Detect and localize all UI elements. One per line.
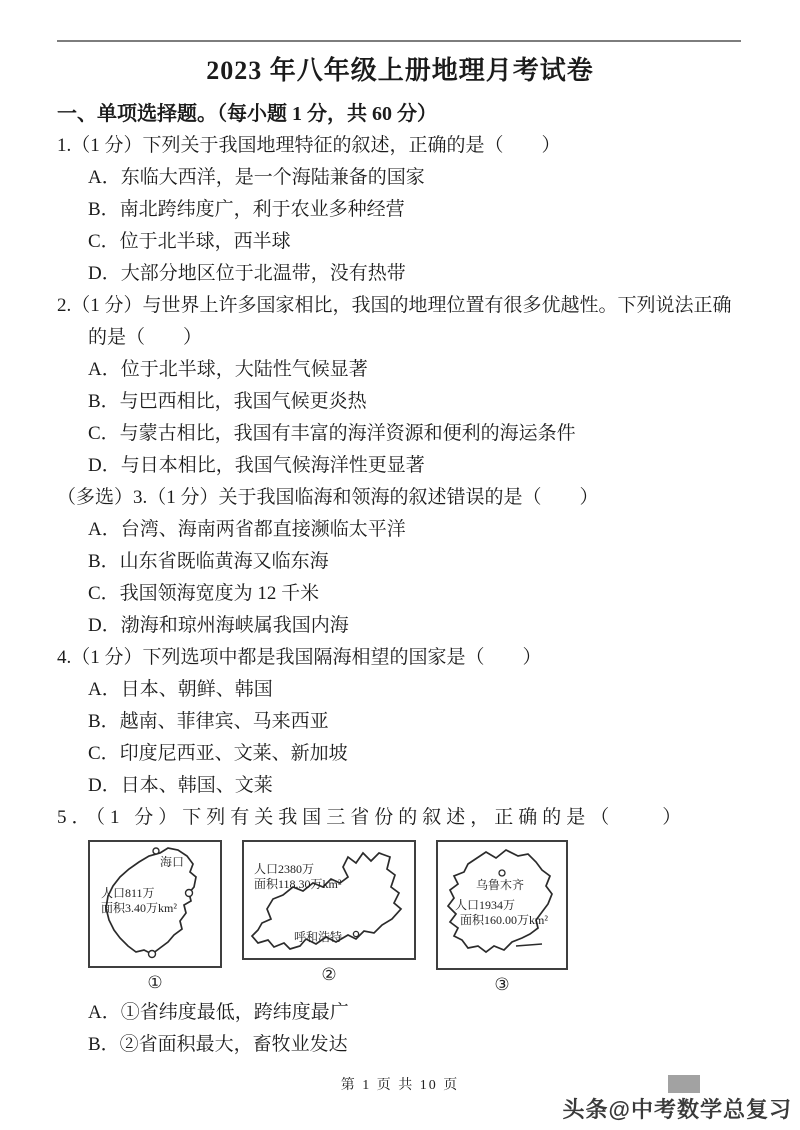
question-2-option-d: D．与日本相比，我国气候海洋性更显著 <box>88 455 425 476</box>
question-4-option-b: B．越南、菲律宾、马来西亚 <box>88 711 329 732</box>
question-3-option-c: C．我国领海宽度为 12 千米 <box>88 583 320 604</box>
city-label: 海口 <box>160 855 185 869</box>
map-caption-1: ① <box>147 973 163 992</box>
page-footer: 第 1 页 共 10 页 <box>340 1078 460 1093</box>
question-2-option-b: B．与巴西相比，我国气候更炎热 <box>88 391 367 412</box>
question-1-stem: 1.（1 分）下列关于我国地理特征的叙述，正确的是（ ） <box>57 135 561 156</box>
hainan-map <box>88 840 222 968</box>
city-dot-icon <box>353 931 358 936</box>
question-3-stem: （多选）3.（1 分）关于我国临海和领海的叙述错误的是（ ） <box>57 487 599 508</box>
xinjiang-map <box>436 840 568 970</box>
population-label: 人口811万 <box>101 886 155 900</box>
question-3-option-a: A．台湾、海南两省都直接濒临太平洋 <box>88 519 406 540</box>
question-3-option-b: B．山东省既临黄海又临东海 <box>88 551 329 572</box>
question-5 <box>57 802 743 1061</box>
city-label: 乌鲁木齐 <box>476 878 525 892</box>
province-stats <box>254 862 342 892</box>
map-figure-2 <box>242 840 416 985</box>
map-caption-3: ③ <box>494 975 510 994</box>
question-3 <box>57 482 743 642</box>
province-stats <box>101 886 177 916</box>
question-2 <box>57 290 743 482</box>
province-maps <box>88 840 743 995</box>
top-divider <box>57 40 741 42</box>
province-stats <box>455 898 548 928</box>
city-dot-icon <box>499 870 505 876</box>
question-5-option-b: B．②省面积最大，畜牧业发达 <box>88 1034 348 1055</box>
page-title: 2023 年八年级上册地理月考试卷 <box>206 56 594 85</box>
watermark-box <box>668 1075 700 1093</box>
city-dot-icon <box>153 848 159 854</box>
question-1-option-b: B．南北跨纬度广，利于农业多种经营 <box>88 199 405 220</box>
map-caption-2: ② <box>321 965 337 984</box>
area-label: 面积118.30万km² <box>254 877 342 891</box>
city-label: 呼和浩特 <box>294 930 343 944</box>
question-5-option-a: A．①省纬度最低，跨纬度最广 <box>88 1002 349 1023</box>
question-4 <box>57 642 743 802</box>
exam-page <box>57 48 743 1061</box>
question-4-option-c: C．印度尼西亚、文莱、新加坡 <box>88 743 348 764</box>
population-label: 人口2380万 <box>254 862 315 876</box>
area-label: 面积3.40万km² <box>101 901 177 915</box>
watermark: 头条@中考数学总复习 <box>562 1097 792 1122</box>
area-label: 面积160.00万km² <box>460 913 548 927</box>
neimenggu-map <box>242 840 416 960</box>
city-dot-icon <box>186 890 193 897</box>
question-2-option-c: C．与蒙古相比，我国有丰富的海洋资源和便利的海运条件 <box>88 423 576 444</box>
question-1-option-c: C．位于北半球，西半球 <box>88 231 291 252</box>
map-figure-1 <box>88 840 222 993</box>
question-3-option-d: D．渤海和琼州海峡属我国内海 <box>88 615 349 636</box>
question-4-stem: 4.（1 分）下列选项中都是我国隔海相望的国家是（ ） <box>57 647 542 668</box>
section-heading: 一、单项选择题。（每小题 1 分，共 60 分） <box>57 103 437 125</box>
question-1 <box>57 130 743 290</box>
city-dot-icon <box>149 951 156 958</box>
question-5-stem: 5．（1 分）下列有关我国三省份的叙述，正确的是（ ） <box>57 807 687 828</box>
question-2-option-a: A．位于北半球，大陆性气候显著 <box>88 359 368 380</box>
question-4-option-d: D．日本、韩国、文莱 <box>88 775 273 796</box>
population-label: 人口1934万 <box>455 898 516 912</box>
question-1-option-d: D．大部分地区位于北温带，没有热带 <box>88 263 406 284</box>
map-figure-3 <box>436 840 568 995</box>
question-1-option-a: A．东临大西洋，是一个海陆兼备的国家 <box>88 167 425 188</box>
question-4-option-a: A．日本、朝鲜、韩国 <box>88 679 273 700</box>
question-2-stem: 2.（1 分）与世界上许多国家相比，我国的地理位置有很多优越性。下列说法正确的是（ ） <box>57 295 732 348</box>
